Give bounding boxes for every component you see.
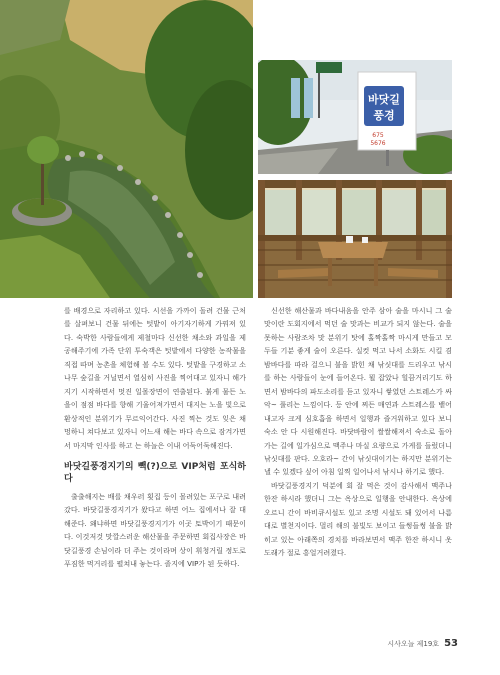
- page-number: 53: [444, 638, 458, 649]
- wooden-deck-photo: [258, 180, 452, 298]
- page-footer: [387, 638, 458, 649]
- article-right-column: [264, 304, 452, 560]
- article-paragraph: 바닷길풍경지기 덕분에 회 잘 먹은 것이 감사해서 맥주나 한잔 하시라 했더니 그는 옥상으로 일행을 안내한다. 옥상에 오르니 간이 바비큐시설도 있고 조명 시설도 돼 있어서 나름대로 별천지이다. 멀리 해의 불빛도 보이고 들썽들썽 불을 밝히고 있는 아래쪽의 경치를 바라보면서 맥주 한잔 하시니 옷도래가 절로 흥얼거려졌다.: [264, 480, 452, 558]
- sign-phone-1: 675: [372, 132, 384, 139]
- article-paragraph: 를 배경으로 자리하고 있다. 시선을 가까이 돌려 건물 근처를 살펴보니 건물 뒤에는 텃밭이 아기자기하게 가꿔져 있다. 숙박한 사람들에게 제철마다 신선한 채소와 과일을 제공해주기에 가족 단위 투숙객은 텃밭에서 다양한 농작물을 직접 따며 농촌을 체험해 볼 수도 있다. 텃밭을 구경하고 소나무 숲길을 거닐면서 열심히 사진을 찍어대고 있자니 해가 지기 시작하면서 멋진 일몰장면이 연출된다. 붉게 물든 노을이 점점 바다를 향해 기울어져가면서 대지는 노을 빛으로 환상적인 분위기가 무르익어간다. 사진 찍는 것도 잊은 채 멍하니 쳐다보고 있자니 어느새 해는 바다 속으로 잠겨가면서 마지막 인사를 하고 는 하늘은 이내 어둑어둑해진다.: [64, 306, 246, 450]
- pond-garden-photo: [0, 0, 253, 298]
- article-paragraph: 출출해지는 배를 채우러 횟집 등이 몰려있는 포구로 내려갔다. 바닷길풍경지기가 왔다고 하면 어느 집에서나 잘 대해준다. 왜냐하면 바닷길풍경지기가 이곳 토박이기 때문이다. 이것저것 맛깔스러운 해산물을 주문하면 회집사장은 바닷길풍경 손님이라 더 주는 것이라며 상이 휘청거릴 정도로 푸짐한 먹거리를 펼쳐내 놓는다. 졸지에 VIP가 된 듯하다.: [64, 491, 246, 569]
- article-left-column: [64, 304, 246, 571]
- roadside-sign-photo: [258, 60, 452, 174]
- sign-text-line1: 바닷길: [368, 93, 400, 106]
- magazine-issue: 시사오늘 제19호: [387, 640, 440, 648]
- sign-phone-2: 5676: [370, 140, 386, 147]
- article-paragraph: 신선한 해산물과 바다내음을 안주 삼아 술을 마시니 그 술 맛이란 도회지에서 먹던 술 맛과는 비교가 되지 않는다. 술을 못하는 사람조차 맛 분위기 탓에 홀짝홀짝 마시게 만들고 모두들 기분 좋게 술이 오른다. 실컷 먹고 나서 소화도 시킬 겸 밤바다를 따라 걸으니 불을 밝힌 채 낚싯대를 드리우고 낚시를 하는 사람들이 눈에 들어온다. 뭘 잡았나 힐끔거리기도 하면서 밤바다의 파도소리를 듣고 있자니 쌓였던 스트레스가 싸악~ 풀리는 느낌이다. 등 안에 찌든 매연과 스트레스를 뱉어내고자 크게 심호흡을 하면서 일행과 즐거워하고 있다 보니 숙소 안 다 시원해진다. 바닷바람이 쌀쌀해져서 숙소로 돌아가는 길에 일가심으로 맥주나 마실 요량으로 가게를 들렀더니 낚싯대를 판다. 오호라~ 간이 낚싯대이기는 하지만 분위기는 낼 수 있겠다 싶어 아침 일찍 일어나서 낚시나 하기로 했다.: [264, 306, 452, 477]
- section-heading: 바닷길풍경지기의 빽(?)으로 VIP처럼 포식하다: [64, 461, 246, 484]
- sign-text-line2: 풍경: [373, 109, 395, 122]
